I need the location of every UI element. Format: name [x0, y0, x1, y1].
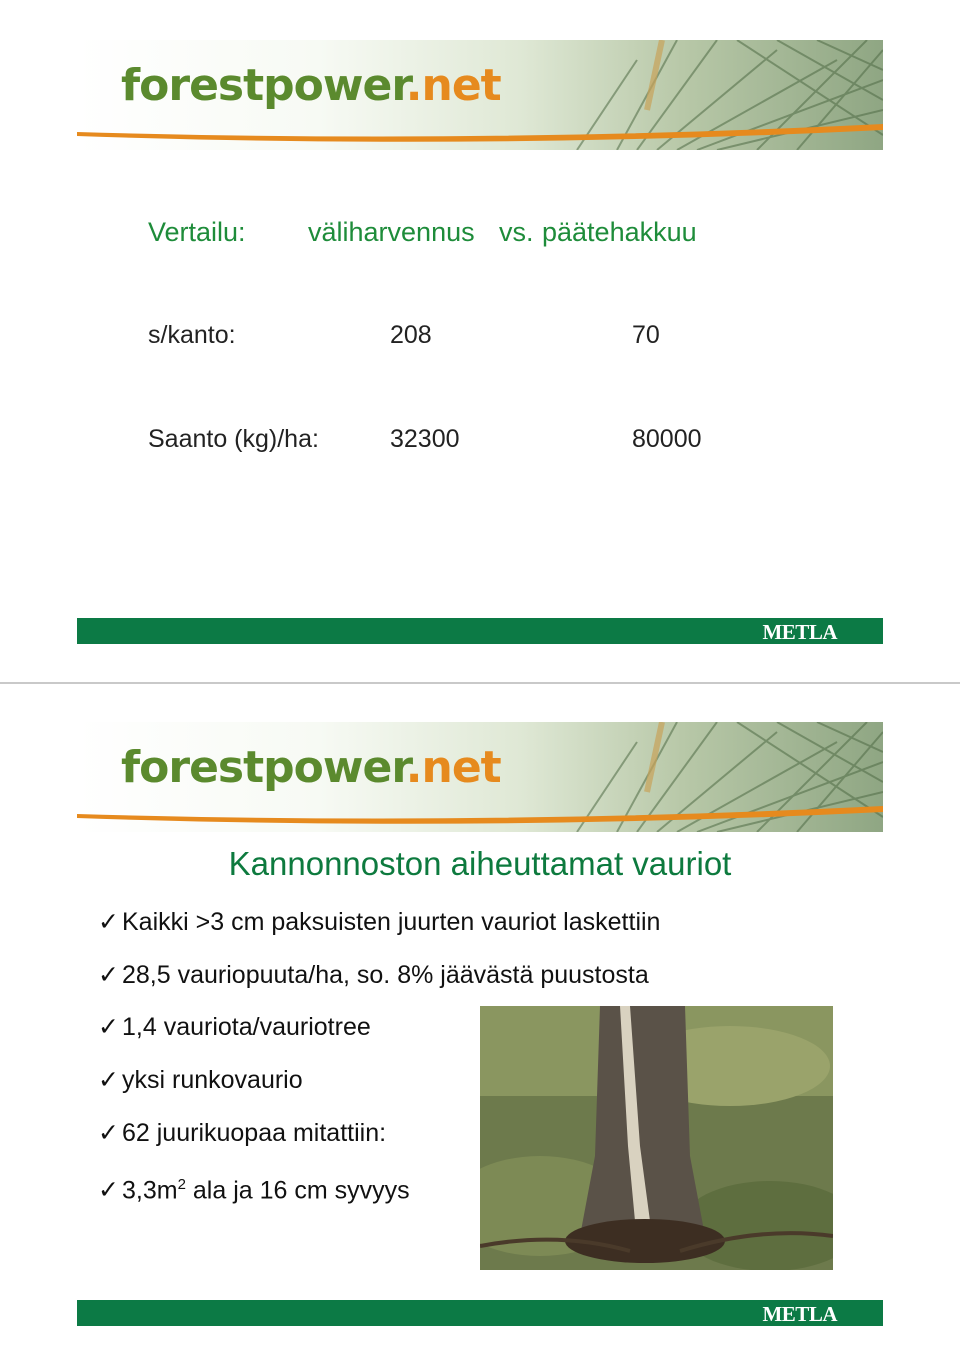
bullet-item [98, 1012, 371, 1042]
bullet-item [98, 1065, 303, 1095]
metla-logo: METLA [762, 1302, 837, 1326]
orange-swoosh [77, 804, 883, 832]
stumps-label: s/kanto: [148, 321, 236, 349]
check-icon: ✓ [98, 908, 119, 936]
compare-label: Vertailu: [148, 217, 246, 247]
header-banner [77, 722, 883, 832]
bullet-text: yksi runkovaurio [122, 1066, 303, 1094]
bullet-text-post: ala ja 16 cm syvyys [185, 1176, 410, 1205]
logo-tld: .net [405, 60, 501, 111]
bullet-item [98, 1170, 410, 1205]
superscript: 2 [177, 1176, 186, 1193]
metla-logo: METLA [762, 620, 837, 644]
yield-value-thinning: 32300 [390, 425, 460, 453]
slide-1 [0, 0, 960, 682]
forestpower-logo [121, 56, 501, 116]
yield-label: Saanto (kg)/ha: [148, 425, 319, 453]
bullet-text: 1,4 vauriota/vauriotree [122, 1013, 371, 1041]
slide-title: Kannonnoston aiheuttamat vauriot [228, 845, 732, 882]
check-icon: ✓ [98, 1066, 119, 1094]
compare-col2: päätehakkuu [542, 217, 697, 247]
check-icon: ✓ [98, 961, 119, 989]
compare-col1: väliharvennus [308, 217, 475, 247]
compare-vs: vs. [499, 217, 534, 247]
forestpower-logo [121, 738, 501, 798]
stumps-value-thinning: 208 [390, 321, 432, 349]
stumps-value-final: 70 [632, 321, 660, 349]
yield-value-final: 80000 [632, 425, 702, 453]
bullet-text: 62 juurikuopaa mitattiin: [122, 1119, 387, 1147]
logo-brand: forestpower [121, 60, 406, 111]
check-icon: ✓ [98, 1013, 119, 1041]
logo-brand: forestpower [121, 742, 406, 793]
bullet-text: Kaikki >3 cm paksuisten juurten vauriot laskettiin [122, 908, 661, 936]
bullet-text-pre: 3,3m [122, 1176, 178, 1205]
logo-tld: .net [405, 742, 501, 793]
footer-bar [77, 618, 883, 644]
bullet-item [98, 960, 649, 990]
header-banner [77, 40, 883, 150]
bullet-item [98, 907, 660, 937]
orange-swoosh [77, 122, 883, 150]
footer-bar [77, 1300, 883, 1326]
slide-2 [0, 684, 960, 1366]
check-icon: ✓ [98, 1119, 119, 1147]
bullet-text: 28,5 vauriopuuta/ha, so. 8% jäävästä puustosta [122, 961, 649, 989]
damaged-tree-photo [480, 1006, 833, 1270]
check-icon: ✓ [98, 1176, 119, 1205]
bullet-item [98, 1118, 386, 1148]
